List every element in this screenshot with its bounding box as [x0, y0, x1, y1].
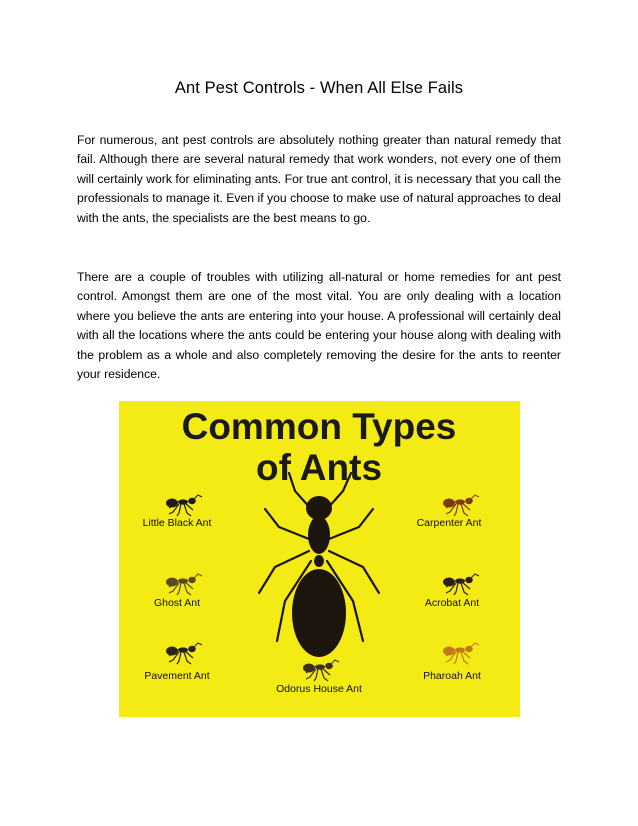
label-acrobat-ant: Acrobat Ant: [424, 597, 480, 609]
paragraph-1: For numerous, ant pest controls are absolutely nothing greater than natural remedy that fail. Although there are several natural remedy that work wonders, not every one of them will certainly work for eliminating ants. For true ant control, it is necessary that you call the professionals to manage it. Even if you choose to make use of natural approaches to deal with the ants, the specialists are the best means to go.: [77, 133, 561, 225]
label-carpenter-ant: Carpenter Ant: [416, 517, 482, 529]
label-pharoah-ant: Pharoah Ant: [423, 670, 481, 682]
label-pavement-ant: Pavement Ant: [144, 670, 210, 682]
ant-types-illustration: [119, 401, 520, 717]
figure-title-line2: of Ants: [255, 447, 383, 488]
label-odorus-house-ant: Odorus House Ant: [276, 683, 362, 695]
figure-title-line1: Common Types: [181, 406, 457, 447]
ant-types-figure: [119, 401, 520, 717]
paragraph-2: There are a couple of troubles with utilizing all-natural or home remedies for ant pest control. Amongst them are one of the most vital. You are only dealing with a location where you believe the ants are entering into your house. A professional will certainly deal with all the locations where the ants could be entering your house along with dealing with the problem as a whole and also completely removing the desire for the ants to reenter your residence.: [77, 270, 561, 382]
document-title: Ant Pest Controls - When All Else Fails: [174, 79, 464, 97]
label-little-black-ant: Little Black Ant: [142, 517, 212, 529]
label-ghost-ant: Ghost Ant: [153, 597, 201, 609]
